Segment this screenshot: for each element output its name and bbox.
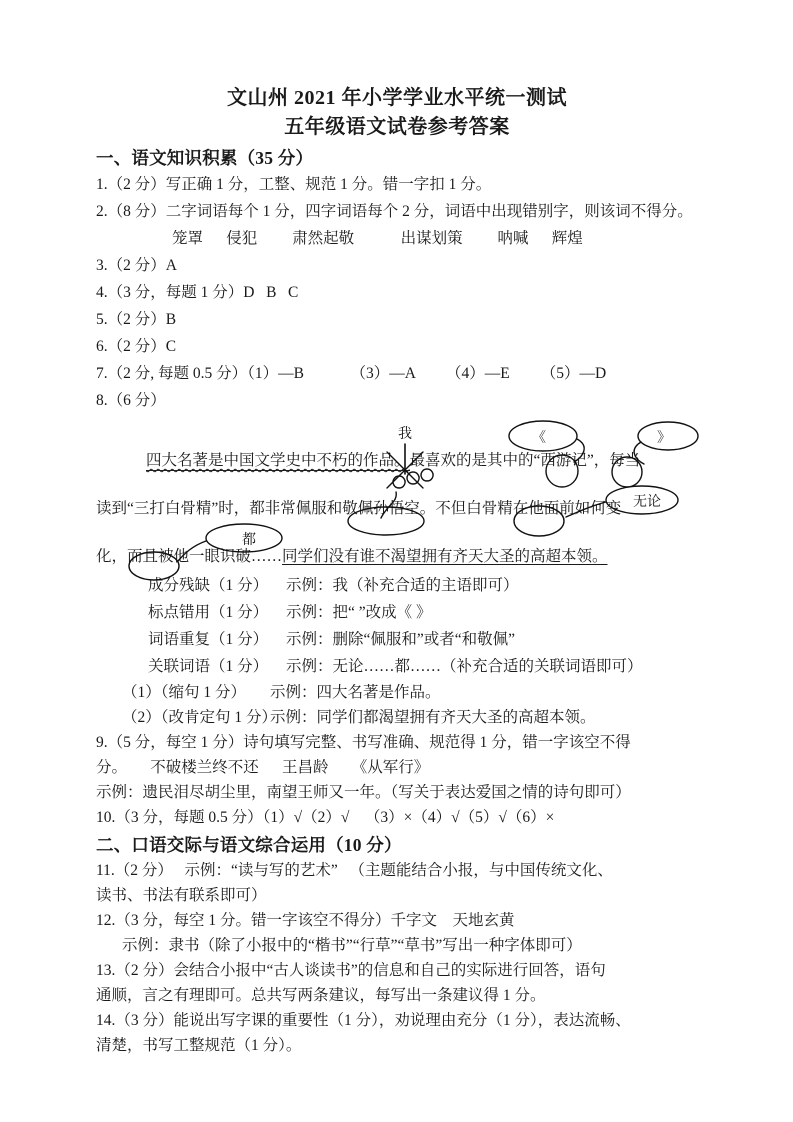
sub-answer-label: （2）（改肯定句 1 分） [122, 709, 278, 726]
document-title [96, 84, 698, 141]
mark-dou: 都 [242, 533, 256, 548]
sub-answer-label: （1）（缩句 1 分） [122, 684, 247, 701]
explanation-row [96, 653, 698, 680]
explanation-row [96, 599, 698, 626]
mark-close-bracket: 》 [657, 431, 671, 446]
answer-item-9-line-3: 示例：遗民泪尽胡尘里，南望王师又一年。（写关于表达爱国之情的诗句即可） [96, 784, 631, 801]
answer-item-14-line-1: 14.（3 分）能说出写字课的重要性（1 分），劝说理由充分（1 分），表达流畅、 [96, 1012, 631, 1029]
mark-wulun: 无论 [633, 495, 661, 510]
composition-line-1-rest: 最喜欢的是其中的“西游记”，每当 [409, 452, 641, 469]
delete-loop-1 [393, 476, 405, 488]
answer-item-3: 3.（2 分）A [96, 257, 177, 274]
insert-word-wo: 我 [398, 427, 412, 442]
answer-item-13-line-1: 13.（2 分）会结合小报中“古人谈读书”的信息和自己的实际进行回答，语句 [96, 962, 606, 979]
open-bracket-ellipse [509, 421, 577, 451]
composition-line-3 [96, 546, 608, 568]
answer-item-13-line-2: 通顺，言之有理即可。总共写两条建议，每写出一条建议得 1 分。 [96, 987, 546, 1004]
composition-line-1 [146, 450, 640, 472]
answer-item-11-line-1: 11.（2 分） 示例：“读与写的艺术” （主题能结合小报，与中国传统文化、 [96, 862, 613, 879]
answer-item-12-line-2: 示例：隶书（除了小报中的“楷书”“行草”“草书”写出一种字体即可） [122, 937, 582, 954]
composition-line-3-prefix: 化，而且被他一眼识破…… [96, 548, 283, 565]
answer-item-2-words: 笼罩 侵犯 肃然起敬 出谋划策 呐喊 辉煌 [172, 230, 583, 247]
composition-line-1-underlined: 四大名著是中国文学史中不朽的作品。 [146, 452, 410, 469]
explanation-example: 示例：无论……都……（补充合适的关联词语即可） [286, 658, 643, 675]
title-line-2: 五年级语文试卷参考答案 [284, 116, 510, 138]
document-content [96, 84, 698, 1098]
sub-answer-row [96, 705, 698, 730]
answer-item-4: 4.（3 分，每题 1 分）D B C [96, 284, 299, 301]
sub-answer-value: 示例：四大名著是作品。 [270, 684, 441, 701]
composition-line-3-underlined: 同学们没有谁不渴望拥有齐天大圣的高超本领。 [282, 548, 608, 565]
insert-caret-lower [387, 470, 423, 488]
explanation-row [96, 626, 698, 653]
section-two-heading: 二、口语交际与语文综合运用（10 分） [96, 835, 402, 855]
explanation-error: 关联词语（1 分） [148, 658, 269, 675]
answer-item-12-line-1: 12.（3 分，每空 1 分。错一字该空不得分）千字文 天地玄黄 [96, 912, 515, 929]
answer-item-14-line-2: 清楚，书写工整规范（1 分）。 [96, 1037, 302, 1054]
answer-item-10: 10.（3 分，每题 0.5 分）（1）√（2）√ （3）×（4）√（5）√（6）× [96, 809, 555, 826]
explanation-row [96, 572, 698, 599]
explanation-example: 示例：把“ ”改成《 》 [286, 604, 432, 621]
answer-item-6: 6.（2 分）C [96, 338, 177, 355]
explanation-error: 标点错用（1 分） [148, 604, 269, 621]
answer-item-1: 1.（2 分）写正确 1 分，工整、规范 1 分。错一字扣 1 分。 [96, 176, 492, 193]
close-bracket-ellipse [638, 422, 698, 450]
annotated-composition [96, 422, 698, 572]
explanation-example: 示例：删除“佩服和”或者“和敬佩” [286, 631, 516, 648]
page-bottom-spacer [96, 1058, 698, 1098]
sub-answer-row [96, 680, 698, 705]
title-line-1: 文山州 2021 年小学学业水平统一测试 [227, 87, 567, 109]
explanation-error: 词语重复（1 分） [148, 631, 269, 648]
answer-item-8: 8.（6 分） [96, 392, 166, 409]
explanation-error: 成分残缺（1 分） [148, 577, 269, 594]
answer-item-2: 2.（8 分）二字词语每个 1 分，四字词语每个 2 分，词语中出现错别字，则该词不得分。 [96, 203, 693, 220]
answer-item-9-line-1: 9.（5 分，每空 1 分）诗句填写完整、书写准确、规范得 1 分，错一字该空不得 [96, 734, 631, 751]
explanation-example: 示例：我（补充合适的主语即可） [286, 577, 519, 594]
answer-item-5: 5.（2 分）B [96, 311, 177, 328]
sub-answer-value: 示例：同学们都渴望拥有齐天大圣的高超本领。 [270, 709, 596, 726]
answer-item-9-line-2: 分。 不破楼兰终不还 王昌龄 《从军行》 [96, 759, 430, 776]
mark-open-bracket: 《 [532, 431, 546, 446]
answer-item-11-line-2: 读书、书法有联系即可） [96, 887, 267, 904]
section-one-heading: 一、语文知识积累（35 分） [96, 148, 314, 168]
answer-item-7: 7.（2 分, 每题 0.5 分）（1）—B （3）—A （4）—E （5）—D [96, 365, 607, 382]
delete-loop-2 [407, 472, 419, 484]
composition-line-2: 读到“三打白骨精”时，都非常佩服和敬佩孙悟空。不但白骨精在他面前如何变 [96, 500, 622, 517]
